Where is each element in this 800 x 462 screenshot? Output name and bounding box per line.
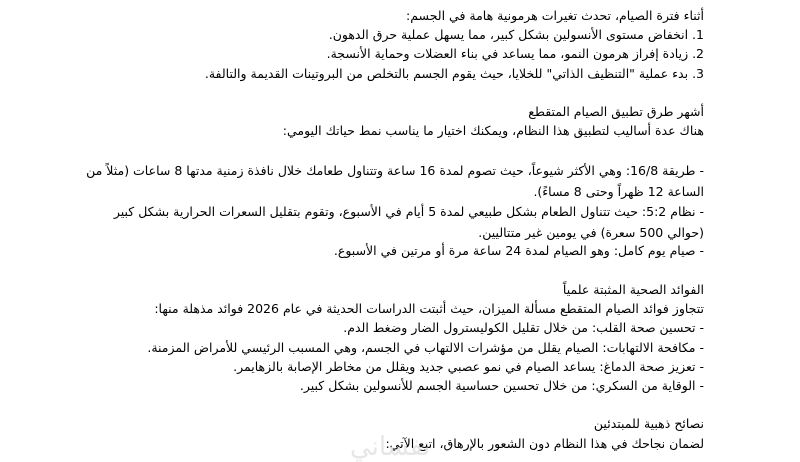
section3-heading: الفوائد الصحية المثبتة علمياً <box>562 282 704 297</box>
section4-intro: لضمان نجاحك في هذا النظام دون الشعور بالإرهاق، اتبع الآتي: <box>385 436 704 451</box>
section2-heading: أشهر طرق تطبيق الصيام المتقطع <box>528 104 704 119</box>
section1-intro: أثناء فترة الصيام، تحدث تغيرات هرمونية هامة في الجسم: <box>406 8 704 23</box>
section1-item-2: 2. زيادة إفراز هرمون النمو، مما يساعد في بناء العضلات وحماية الأنسجة. <box>326 46 704 61</box>
section3-item-3: - تعزيز صحة الدماغ: يساعد الصيام في نمو عصبي جديد ويقلل من مخاطر الإصابة بالزهايمر. <box>233 359 704 374</box>
section1-item-3: 3. بدء عملية "التنظيف الذاتي" للخلايا، حيث يقوم الجسم بالتخلص من البروتينات القديمة والتالفة. <box>204 66 704 81</box>
section3-intro: تتجاوز فوائد الصيام المتقطع مسألة الميزان، حيث أثبتت الدراسات الحديثة في عام 2026 فوائد مذهلة منها: <box>154 301 704 316</box>
site-watermark: نفساني <box>350 432 431 462</box>
section2-item-1: - طريقة 16/8: وهي الأكثر شيوعاً، حيث تصوم لمدة 16 ساعة وتتناول طعامك خلال نافذة زمنية مدتها 8 ساعات (مثلاً من الساعة 12 ظهراً وحتى 8 مساءً). <box>86 163 704 199</box>
section4-heading: نصائح ذهبية للمبتدئين <box>593 416 704 431</box>
section3-item-4: - الوقاية من السكري: من خلال تحسين حساسية الجسم للأنسولين بشكل كبير. <box>299 378 704 393</box>
section2-item-2: - نظام 5:2: حيث تتناول الطعام بشكل طبيعي لمدة 5 أيام في الأسبوع، وتقوم بتقليل السعرات الحرارية بشكل كبير (حوالي 500 سعرة) في يومين غير متتاليين. <box>113 204 704 240</box>
section1-item-1: 1. انخفاض مستوى الأنسولين بشكل كبير، مما يسهل عملية حرق الدهون. <box>328 27 704 42</box>
section2-intro: هناك عدة أساليب لتطبيق هذا النظام، ويمكنك اختيار ما يناسب نمط حياتك اليومي: <box>282 123 704 138</box>
section3-item-1: - تحسين صحة القلب: من خلال تقليل الكوليسترول الضار وضغط الدم. <box>343 320 704 335</box>
section2-item-3: - صيام يوم كامل: وهو الصيام لمدة 24 ساعة مرة أو مرتين في الأسبوع. <box>333 243 704 258</box>
section3-item-2: - مكافحة الالتهابات: الصيام يقلل من مؤشرات الالتهاب في الجسم، وهي المسبب الرئيسي للأمراض المزمنة. <box>147 340 704 355</box>
